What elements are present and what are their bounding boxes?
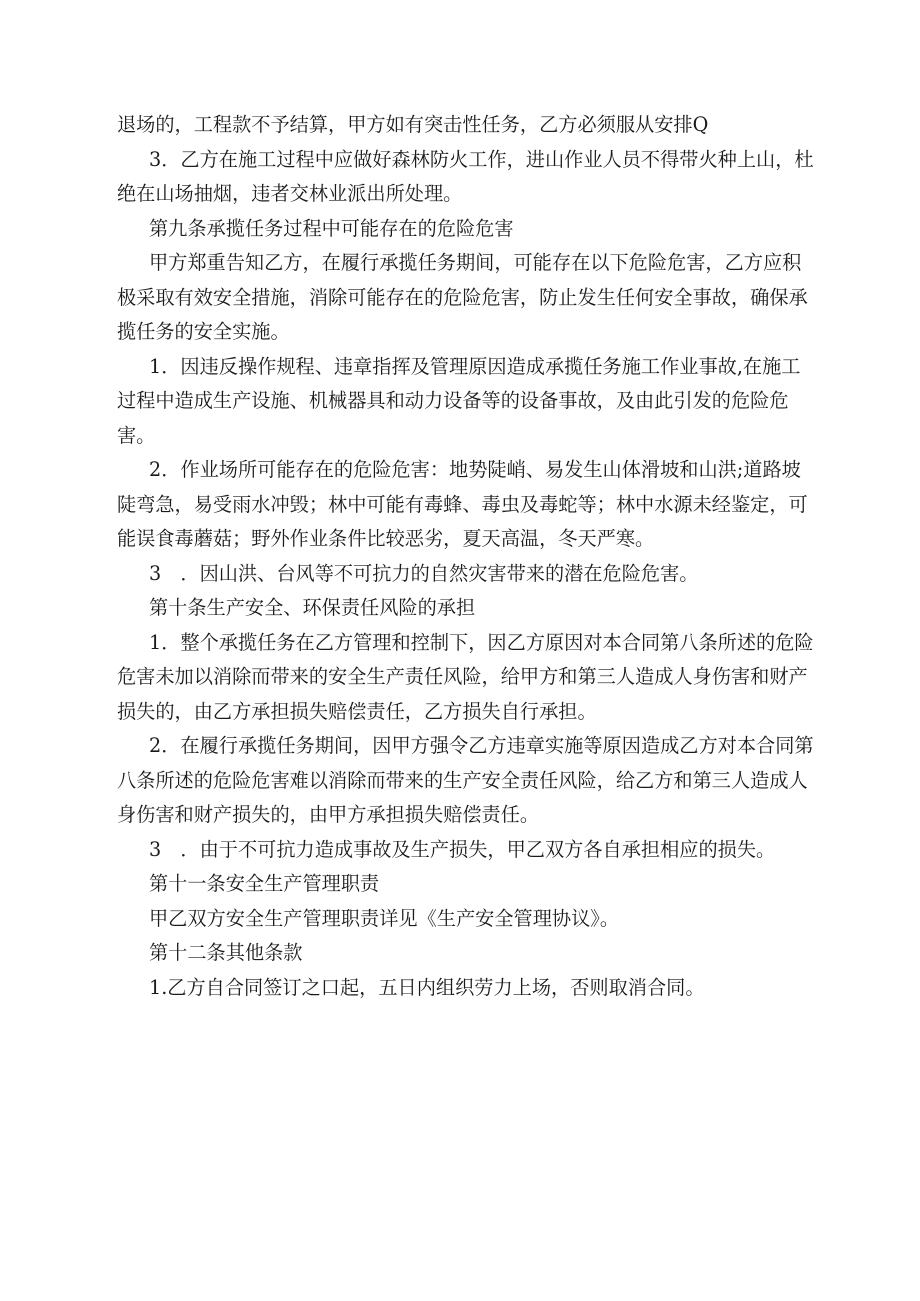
paragraph-liability-1: 1．整个承揽任务在乙方管理和控制下，因乙方原因对本合同第八条所述的危险危害未加以消除而带来的安全生产责任风险，给甲方和第三人造成人身伤害和财产损失的，由乙方承担损失赔偿责任，乙方损失自行承担。 — [117, 630, 814, 723]
heading-article-9: 第九条承揽任务过程中可能存在的危险危害 — [149, 216, 514, 240]
paragraph-other-clause-1: 1.乙方自合同签订之口起，五日内组织劳力上场，否则取消合同。 — [149, 975, 705, 999]
paragraph-fire-prevention: 3．乙方在施工过程中应做好森林防火工作，进山作业人员不得带火种上山，杜绝在山场抽烟，违者交林业派出所处理。 — [117, 147, 814, 205]
paragraph-hazard-3: 3 ．因山洪、台风等不可抗力的自然灾害带来的潜在危险危害。 — [149, 561, 699, 585]
document-body — [117, 108, 817, 1005]
paragraph-liability-3: 3 ．由于不可抗力造成事故及生产损失，甲乙双方各自承担相应的损失。 — [149, 837, 776, 861]
paragraph-hazard-notice: 甲方郑重告知乙方，在履行承揽任务期间，可能存在以下危险危害，乙方应积极采取有效安全措施，消除可能存在的危险危害，防止发生任何安全事故，确保承揽任务的安全实施。 — [117, 251, 808, 343]
heading-article-10: 第十条生产安全、环保责任风险的承担 — [149, 596, 476, 619]
paragraph-hazard-2: 2．作业场所可能存在的危险危害：地势陡峭、易发生山体滑坡和山洪;道路坡陡弯急，易受雨水冲毁；林中可能有毒蜂、毒虫及毒蛇等；林中水源未经鉴定，可能误食毒蘑菇；野外作业条件比较恶劣，夏天高温，冬天严寒。 — [117, 458, 808, 550]
paragraph-liability-2: 2．在履行承揽任务期间，因甲方强令乙方违章实施等原因造成乙方对本合同第八条所述的危险危害难以消除而带来的生产安全责任风险，给乙方和第三人造成人身伤害和财产损失的，由甲方承担损失赔偿责任。 — [117, 734, 814, 826]
paragraph-management-duties: 甲乙双方安全生产管理职责详见《生产安全管理协议》。 — [149, 906, 620, 930]
heading-article-11: 第十一条安全生产管理职责 — [149, 872, 380, 895]
heading-article-12: 第十二条其他条款 — [149, 941, 303, 964]
paragraph-hazard-1: 1．因违反操作规程、违章指挥及管理原因造成承揽任务施工作业事故,在施工过程中造成生产设施、机械器具和动力设备等的设备事故，及由此引发的危险危害。 — [117, 354, 801, 447]
paragraph-payment-clause: 退场的，工程款不予结算，甲方如有突击性任务，乙方必须服从安排Q — [117, 113, 709, 136]
